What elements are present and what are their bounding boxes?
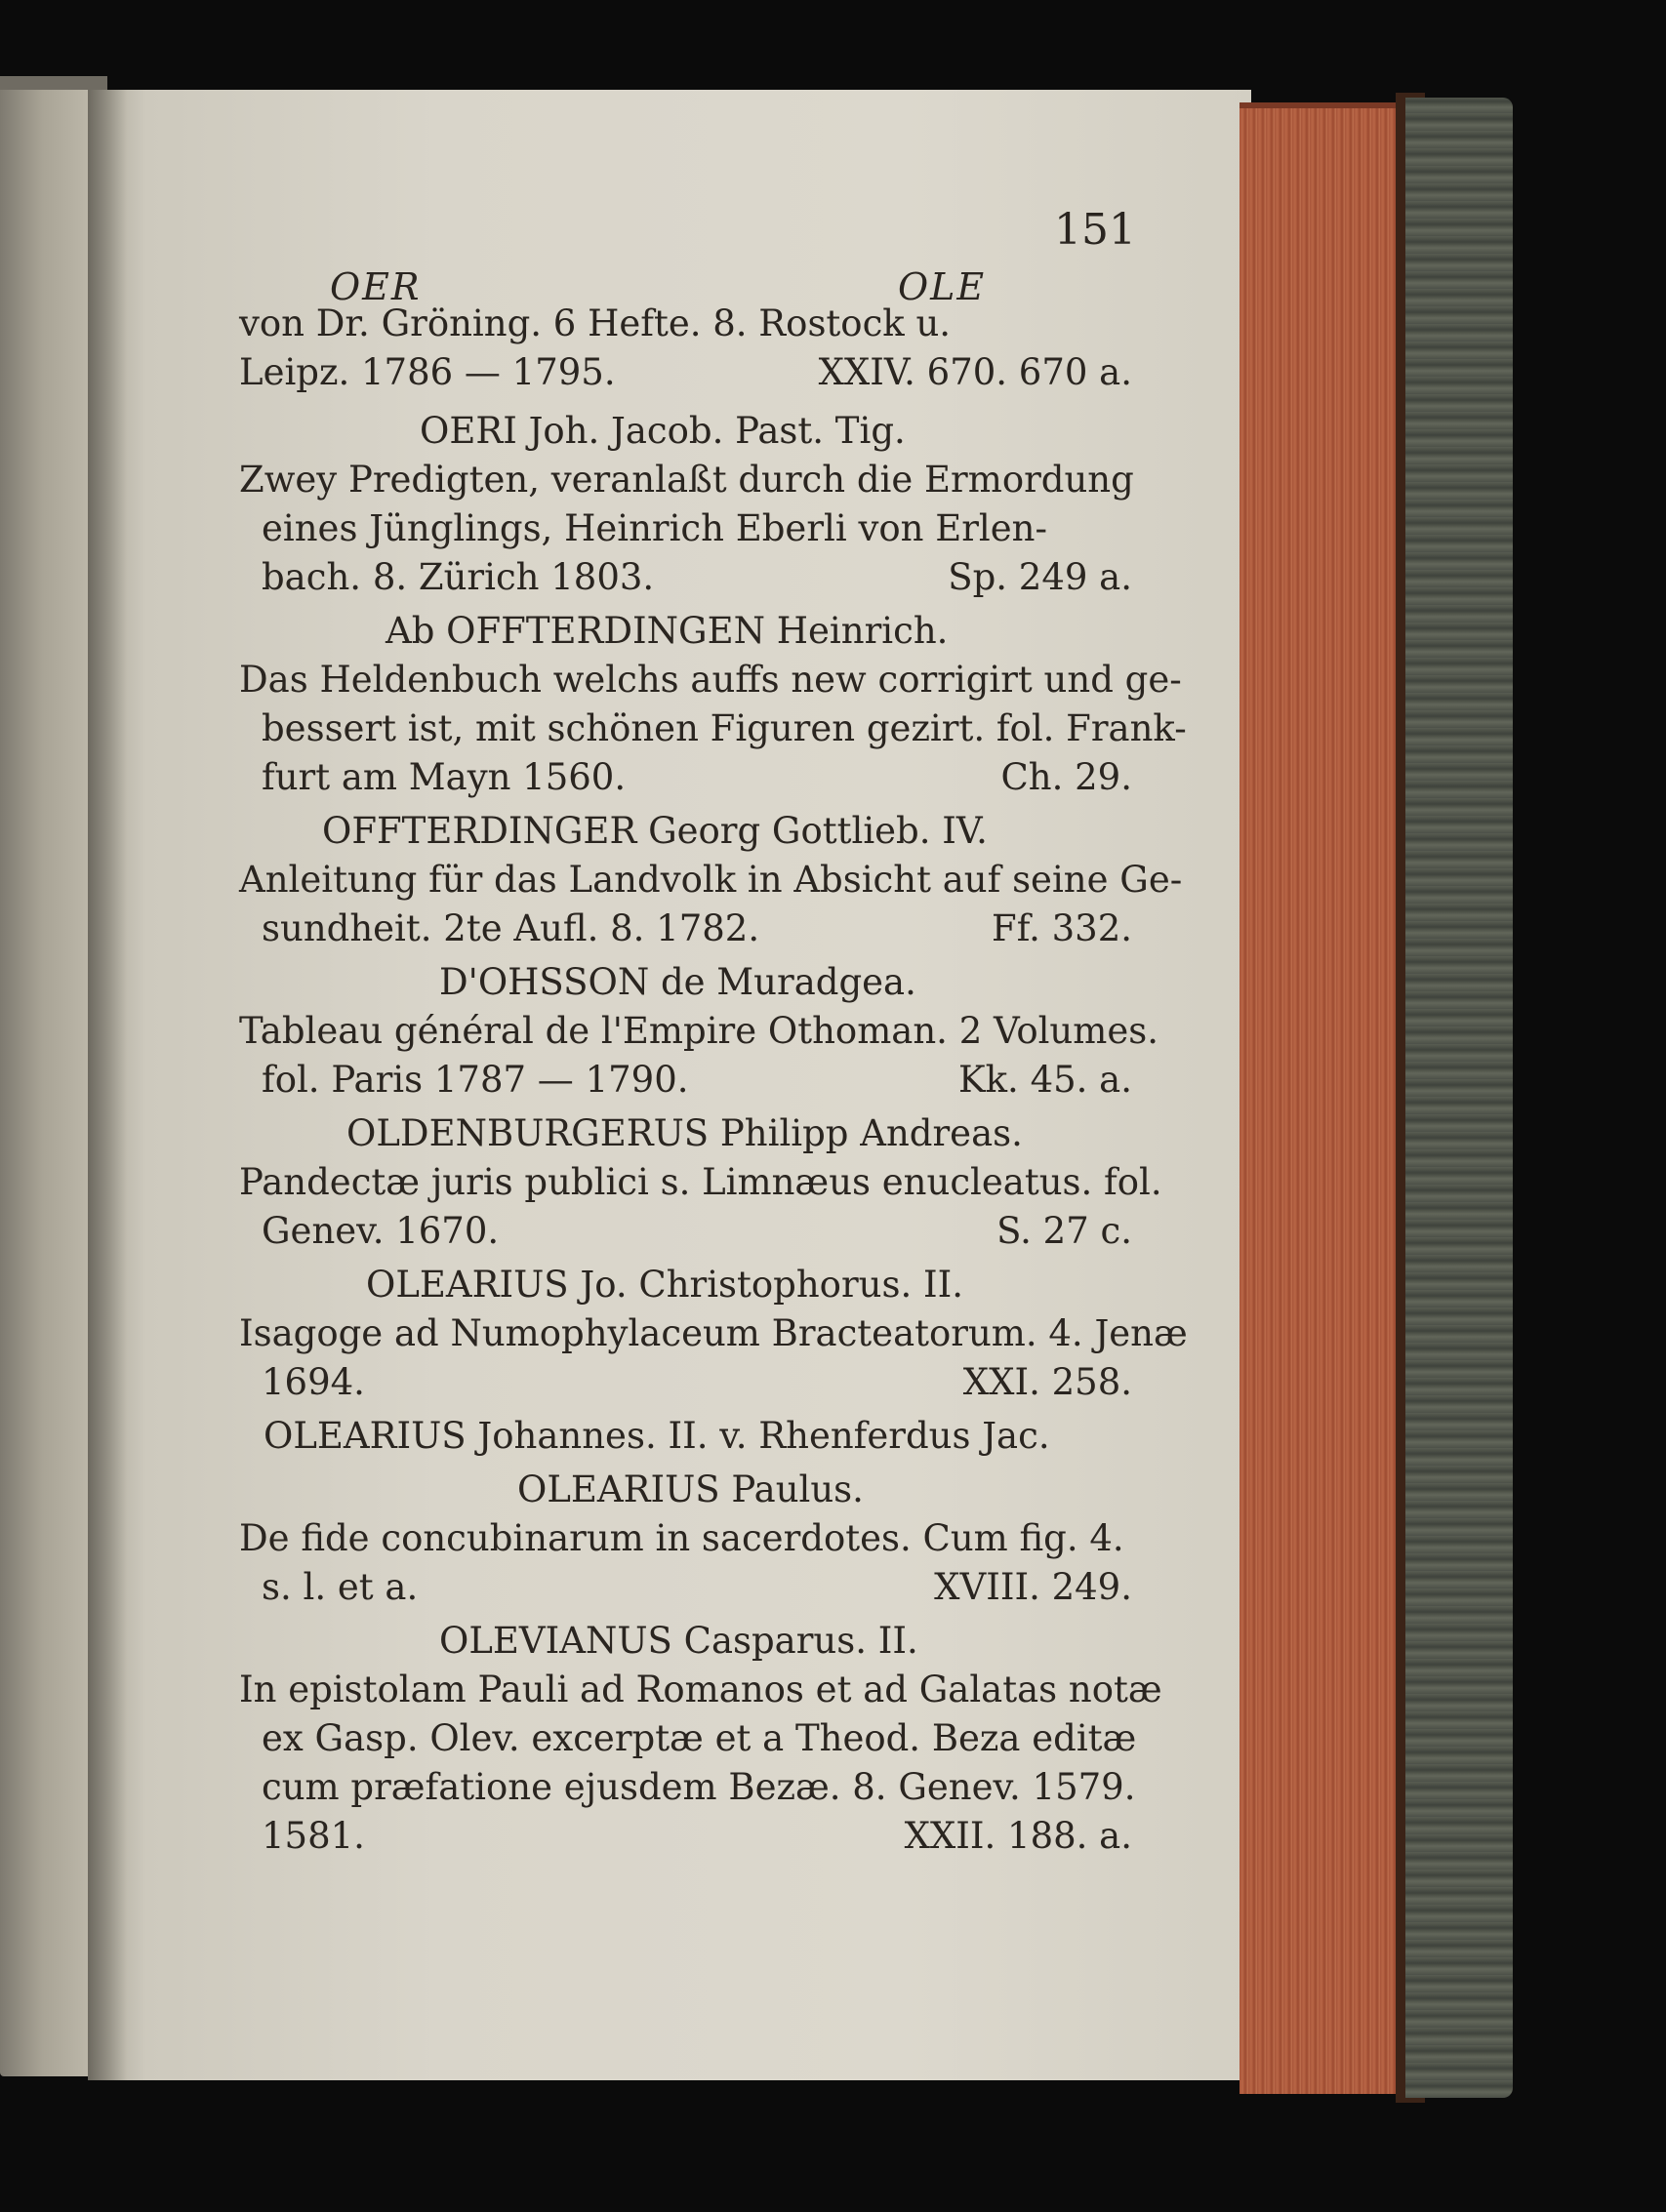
- shelfmark: S. 27 c.: [996, 1210, 1132, 1252]
- catalog-line: Zwey Predigten, veranlaßt durch die Ermordung: [239, 459, 1134, 501]
- page-block-red-edge: [1239, 102, 1419, 2094]
- catalog-line: sundheit. 2te Aufl. 8. 1782.: [262, 907, 760, 949]
- catalog-line: furt am Mayn 1560.: [262, 756, 627, 798]
- catalog-line: Ab OFFTERDINGEN Heinrich.: [386, 610, 949, 652]
- catalog-line: In epistolam Pauli ad Romanos et ad Galatas notæ: [239, 1669, 1162, 1710]
- catalog-line: OLEVIANUS Casparus. II.: [439, 1620, 918, 1662]
- catalog-line: Genev. 1670.: [262, 1210, 500, 1252]
- shelfmark: XXII. 188. a.: [904, 1815, 1132, 1857]
- shelfmark: XVIII. 249.: [934, 1566, 1132, 1608]
- catalog-line: Das Heldenbuch welchs auffs new corrigirt und ge-: [239, 659, 1182, 701]
- shelfmark: Ff. 332.: [992, 907, 1132, 949]
- shelfmark: Kk. 45. a.: [957, 1059, 1132, 1101]
- book-cover: [1405, 98, 1513, 2098]
- catalog-line: bessert ist, mit schönen Figuren gezirt. fol. Frank-: [262, 707, 1187, 749]
- shelfmark: XXIV. 670. 670 a.: [818, 351, 1132, 393]
- catalog-line: cum præfatione ejusdem Bezæ. 8. Genev. 1579.: [262, 1766, 1136, 1808]
- catalog-line: 1581.: [262, 1815, 365, 1857]
- catalog-line: ex Gasp. Olev. excerptæ et a Theod. Beza editæ: [262, 1717, 1137, 1759]
- catalog-line: De fide concubinarum in sacerdotes. Cum fig. 4.: [239, 1517, 1124, 1559]
- catalog-line: eines Jünglings, Heinrich Eberli von Erlen-: [262, 507, 1047, 549]
- catalog-line: OLEARIUS Johannes. II. v. Rhenferdus Jac.: [264, 1415, 1050, 1457]
- left-page-top-shadow: [0, 76, 107, 90]
- running-head-left: OER: [330, 265, 422, 308]
- shelfmark: Sp. 249 a.: [948, 556, 1132, 598]
- catalog-line: 1694.: [262, 1361, 365, 1403]
- catalog-line: fol. Paris 1787 — 1790.: [262, 1059, 689, 1101]
- running-head-right: OLE: [898, 265, 987, 308]
- catalog-line: Tableau général de l'Empire Othoman. 2 Volumes.: [239, 1010, 1158, 1052]
- catalog-line: OFFTERDINGER Georg Gottlieb. IV.: [322, 810, 988, 852]
- catalog-line: OLDENBURGERUS Philipp Andreas.: [346, 1112, 1023, 1154]
- catalog-line: s. l. et a.: [262, 1566, 419, 1608]
- catalog-line: Pandectæ juris publici s. Limnæus enucleatus. fol.: [239, 1161, 1162, 1203]
- catalog-line: von Dr. Gröning. 6 Hefte. 8. Rostock u.: [239, 302, 952, 344]
- catalog-line: bach. 8. Zürich 1803.: [262, 556, 655, 598]
- catalog-line: Isagoge ad Numophylaceum Bracteatorum. 4. Jenæ: [239, 1312, 1188, 1354]
- page-gutter-shadow: [88, 90, 127, 2080]
- catalog-line: Anleitung für das Landvolk in Absicht auf seine Ge-: [239, 859, 1183, 901]
- catalog-line: OLEARIUS Jo. Christophorus. II.: [366, 1264, 963, 1306]
- shelfmark: Ch. 29.: [1000, 756, 1132, 798]
- catalog-line: Leipz. 1786 — 1795.: [239, 351, 616, 393]
- shelfmark: XXI. 258.: [962, 1361, 1132, 1403]
- catalog-line: OLEARIUS Paulus.: [517, 1468, 864, 1510]
- page-number: 151: [1054, 205, 1136, 255]
- catalog-line: D'OHSSON de Muradgea.: [439, 961, 916, 1003]
- catalog-line: OERI Joh. Jacob. Past. Tig.: [420, 410, 906, 452]
